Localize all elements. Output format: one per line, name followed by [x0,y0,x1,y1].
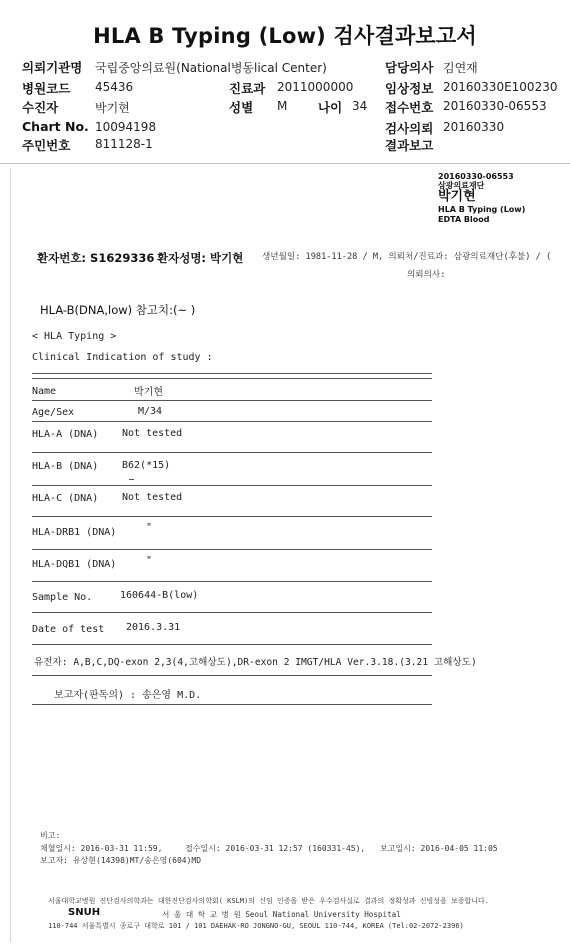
row-value-age-sex: M/34 [138,406,163,417]
row-label-hla-a: HLA-A (DNA) [32,429,99,440]
referring-physician: 의뢰의사: [407,270,446,280]
row-label-hla-dqb1: HLA-DQB1 (DNA) [32,559,117,570]
hospital-name: 서 울 대 학 교 병 원 Seoul National University Hospital [162,910,401,919]
specimen-lab-name: 삼광의료재단 [438,181,485,191]
patient-detail: 생년월일: 1981-11-28 / M, 의뢰처/진료과: 삼광의료재단(후불) / ( [262,252,552,262]
department-value: 2011000000 [277,80,354,94]
report-title: HLA B Typing (Low) 검사결과보고서 [93,24,477,48]
rule [32,581,432,582]
specimen-type: EDTA Blood [438,214,490,224]
row-value-name: 박기현 [134,387,163,398]
receipt-time: 접수일시: 2016-03-31 12:57 (160331-45), [185,844,366,853]
hospital-name-value: 국립중앙의료원(National병동lical Center) [95,61,327,75]
row-label-hla-drb1: HLA-DRB1 (DNA) [32,527,117,538]
physician-value: 김연재 [443,61,478,75]
rule [32,421,432,422]
row-value-hla-c: Not tested [122,492,183,503]
department-label: 진료과 [229,81,266,96]
patient-number: 환자번호: S1629336 [37,251,155,265]
rule [32,675,432,676]
rule [32,612,432,613]
row-label-sample-no: Sample No. [32,592,93,603]
specimen-patient-name: 박기현 [438,189,476,205]
gene-locus-line: 유전자: A,B,C,DQ-exon 2,3(4,고해상도),DR-exon 2 IMGT/HLA Ver.3.18.(3.21 고해상도) [34,657,477,668]
row-value-test-date: 2016.3.31 [126,622,181,633]
receipt-no-label: 접수번호 [385,100,434,115]
request-date-label: 검사의뢰 [385,121,434,136]
physician-label: 담당의사 [385,60,434,75]
certification-text: 서울대학교병원 진단검사의학과는 대한진단검사의학회( KSLM)의 신임 인증을 받은 우수검사실로 결과의 정확성과 신빙성을 보증합니다. [48,897,490,905]
row-label-age-sex: Age/Sex [32,407,75,418]
rule [32,704,432,705]
row-label-hla-c: HLA-C (DNA) [32,493,99,504]
row-label-name: Name [32,386,57,397]
patient-label: 수진자 [22,100,59,115]
sex-label: 성별 [229,100,254,115]
hospital-code-label: 병원코드 [22,81,71,96]
reporting-physician: 보고자(판독의) : 송은영 M.D. [54,690,202,701]
header-divider [0,163,570,164]
rule [32,400,432,401]
row-value-hla-a: Not tested [122,428,183,439]
resident-no-value: 811128-1 [95,137,153,151]
rule [129,479,134,480]
rule [32,549,432,550]
receipt-no-value: 20160330-06553 [443,99,547,113]
collection-time: 채혈일시: 2016-03-31 11:59, [40,844,163,853]
clinical-info-value: 20160330E100230 [443,80,558,94]
patient-value: 박기현 [95,101,130,115]
row-value-sample-no: 160644-B(low) [120,590,199,601]
row-value-hla-dqb1: " [146,555,153,566]
age-label: 나이 [318,100,343,115]
resident-no-label: 주민번호 [22,138,71,153]
test-heading: HLA-B(DNA,low) 참고치:(~ ) [40,303,196,317]
scanned-report-sheet [10,168,568,942]
rule [32,485,432,486]
patient-name: 환자성명: 박기현 [157,251,244,265]
row-value-hla-drb1: " [146,522,153,533]
specimen-test-name: HLA B Typing (Low) [438,205,526,215]
specimen-receipt-no: 20160330-06553 [438,172,514,181]
rule [32,378,432,379]
row-value-hla-b: B62(*15) [122,460,171,471]
result-report-label: 결과보고 [385,138,434,153]
hospital-address: 110-744 서울특별시 종로구 대학로 101 / 101 DAEHAK-RO JONGNO-GU, SEOUL 110-744, KOREA (Tel:02-2072-2396) [48,922,464,930]
section-title: < HLA Typing > [32,331,117,342]
hospital-logo: SNUH [68,907,101,918]
row-label-hla-b: HLA-B (DNA) [32,461,99,472]
age-value: 34 [352,99,368,113]
row-label-test-date: Date of test [32,624,105,635]
hospital-code-value: 45436 [95,80,134,94]
chart-no-value: 10094198 [95,120,157,134]
specimen-label [438,172,525,224]
rule [32,373,432,374]
remarks-label: 비고: [40,831,61,840]
clinical-info-label: 임상정보 [385,81,434,96]
chart-no-label: Chart No. [22,119,89,134]
reporter-line: 보고자: 유상현(14398)MT/송은영(604)MD [40,856,202,865]
rule [32,452,432,453]
request-date-value: 20160330 [443,120,505,134]
rule [32,516,432,517]
hospital-name-label: 의뢰기관명 [22,60,83,75]
report-time: 보고일시: 2016-04-05 11:05 [380,844,498,853]
clinical-indication: Clinical Indication of study : [32,352,213,363]
rule [32,644,432,645]
sex-value: M [277,99,288,113]
